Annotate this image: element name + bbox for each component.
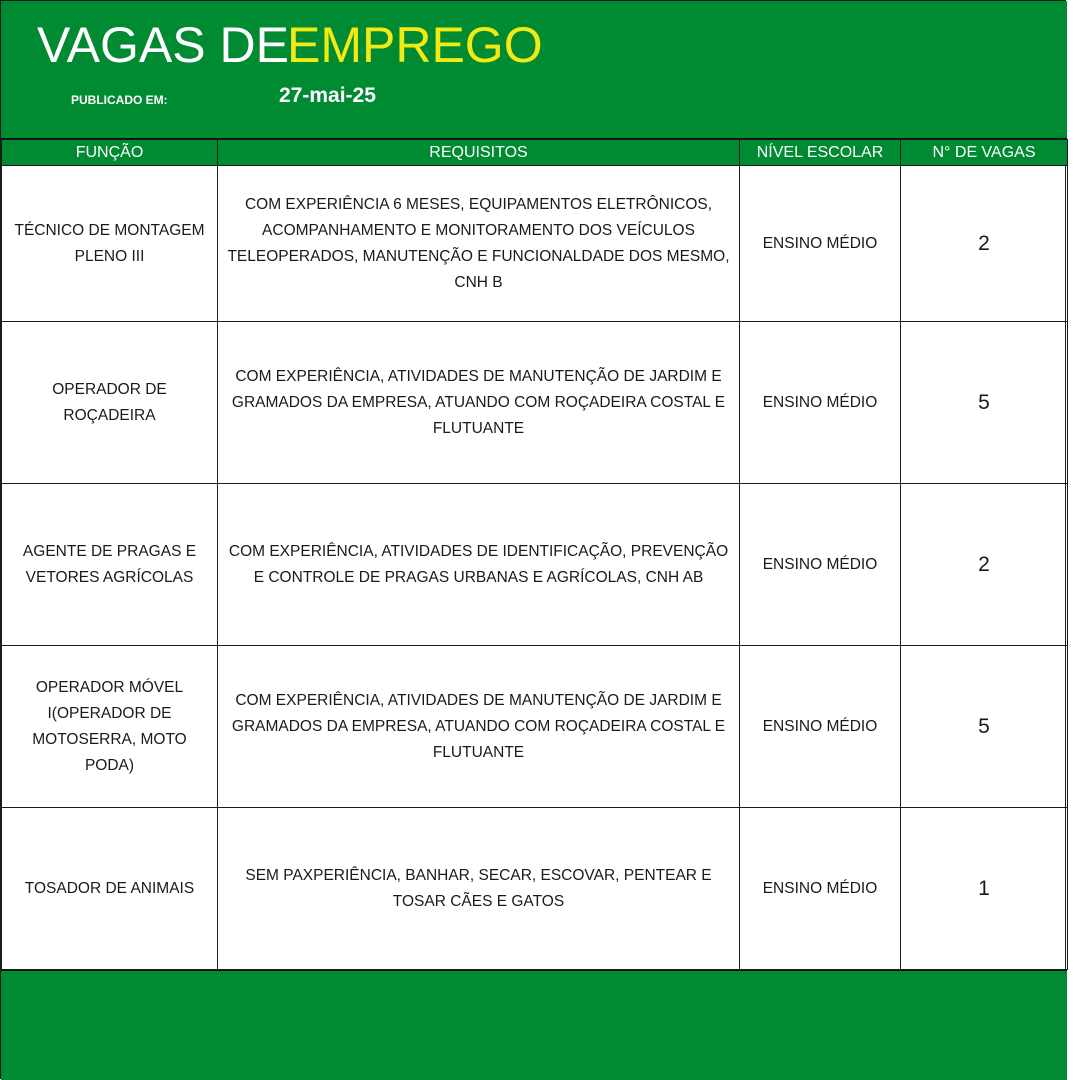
footer-band xyxy=(1,970,1067,1080)
jobs-table xyxy=(1,139,1068,970)
column-header-requisitos: REQUISITOS xyxy=(218,140,740,166)
cell-vagas: 1 xyxy=(901,808,1068,970)
cell-vagas: 2 xyxy=(901,166,1068,322)
cell-requisitos: COM EXPERIÊNCIA, ATIVIDADES DE MANUTENÇÃO DE JARDIM E GRAMADOS DA EMPRESA, ATUANDO COM ROÇADEIRA COSTAL E FLUTUANTE xyxy=(218,322,740,484)
cell-requisitos: COM EXPERIÊNCIA, ATIVIDADES DE IDENTIFICAÇÃO, PREVENÇÃO E CONTROLE DE PRAGAS URBANAS E AGRÍCOLAS, CNH AB xyxy=(218,484,740,646)
cell-nivel: ENSINO MÉDIO xyxy=(740,166,901,322)
published-label: PUBLICADO EM: xyxy=(71,93,168,107)
table-row xyxy=(2,646,1068,808)
table-row xyxy=(2,484,1068,646)
cell-requisitos: SEM PAXPERIÊNCIA, BANHAR, SECAR, ESCOVAR, PENTEAR E TOSAR CÃES E GATOS xyxy=(218,808,740,970)
table-row xyxy=(2,322,1068,484)
column-header-funcao: FUNÇÃO xyxy=(2,140,218,166)
cell-nivel: ENSINO MÉDIO xyxy=(740,646,901,808)
title-white: VAGAS DE xyxy=(37,17,289,73)
cell-funcao: TOSADOR DE ANIMAIS xyxy=(2,808,218,970)
title-yellow: EMPREGO xyxy=(287,17,543,73)
table-row xyxy=(2,166,1068,322)
table-row xyxy=(2,808,1068,970)
cell-funcao: OPERADOR MÓVEL I(OPERADOR DE MOTOSERRA, MOTO PODA) xyxy=(2,646,218,808)
cell-requisitos: COM EXPERIÊNCIA, ATIVIDADES DE MANUTENÇÃO DE JARDIM E GRAMADOS DA EMPRESA, ATUANDO COM ROÇADEIRA COSTAL E FLUTUANTE xyxy=(218,646,740,808)
cell-nivel: ENSINO MÉDIO xyxy=(740,322,901,484)
column-header-nivel: NÍVEL ESCOLAR xyxy=(740,140,901,166)
published-date: 27-mai-25 xyxy=(279,84,376,107)
cell-funcao: OPERADOR DE ROÇADEIRA xyxy=(2,322,218,484)
header-banner xyxy=(1,1,1067,139)
cell-vagas: 5 xyxy=(901,322,1068,484)
cell-nivel: ENSINO MÉDIO xyxy=(740,808,901,970)
column-header-vagas: N° DE VAGAS xyxy=(901,140,1068,166)
cell-vagas: 5 xyxy=(901,646,1068,808)
cell-funcao: AGENTE DE PRAGAS E VETORES AGRÍCOLAS xyxy=(2,484,218,646)
table-header-row xyxy=(2,140,1068,166)
cell-vagas: 2 xyxy=(901,484,1068,646)
cell-requisitos: COM EXPERIÊNCIA 6 MESES, EQUIPAMENTOS ELETRÔNICOS, ACOMPANHAMENTO E MONITORAMENTO DOS VEÍCULOS TELEOPERADOS, MANUTENÇÃO E FUNCIONALDADE DOS MESMO, CNH B xyxy=(218,166,740,322)
cell-funcao: TÉCNICO DE MONTAGEM PLENO III xyxy=(2,166,218,322)
cell-nivel: ENSINO MÉDIO xyxy=(740,484,901,646)
